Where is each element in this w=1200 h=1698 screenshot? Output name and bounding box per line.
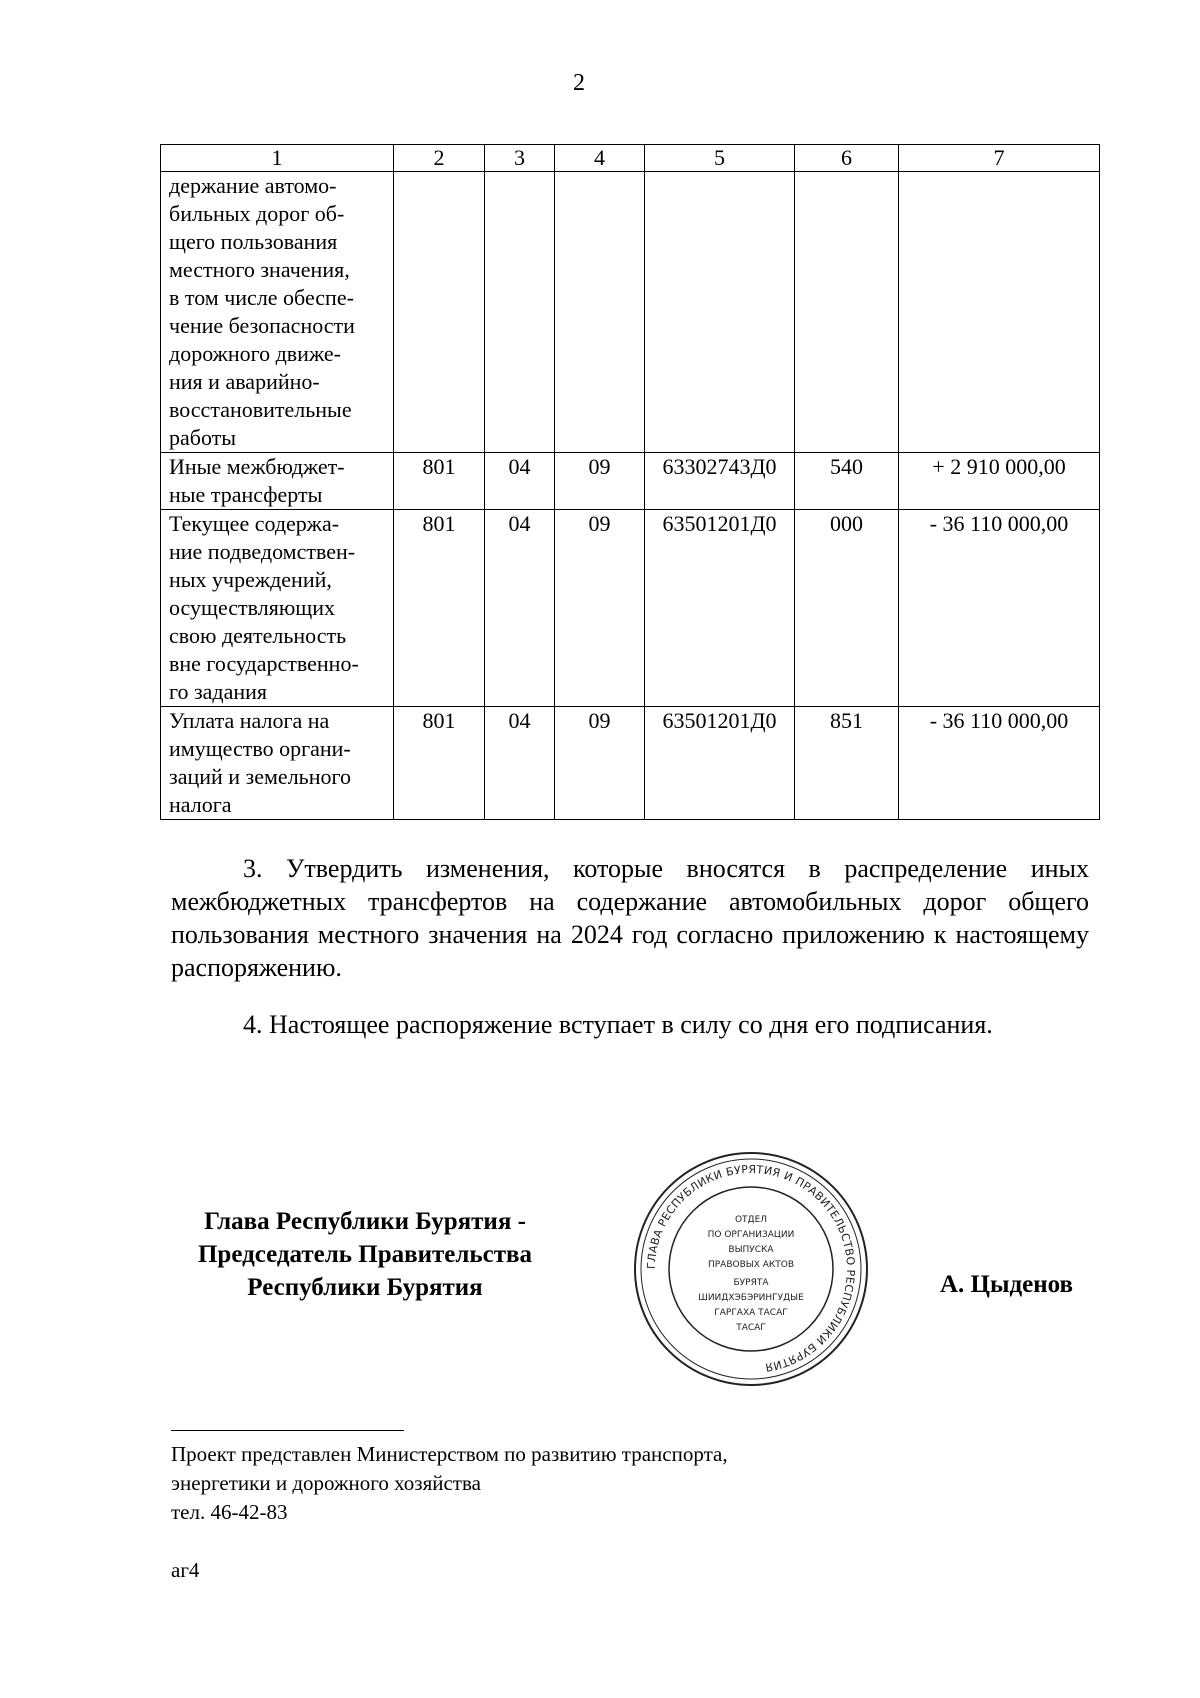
row-cell: 04 (485, 707, 555, 820)
paragraph-4: 4. Настоящее распоряжение вступает в силу со дня его подписания. (243, 1010, 993, 1039)
paragraph-3: 3. Утвердить изменения, которые вносятся в распределение иных межбюджетных трансфертов на содержание автомобильных дорог общего пользования местного значения на 2024 год согласно приложению к настоящему распоряжению. (171, 854, 1089, 982)
table-row (161, 453, 1100, 510)
page-number: 2 (573, 70, 585, 96)
header-cell: 3 (485, 145, 555, 172)
row-cell: 04 (485, 453, 555, 510)
stamp-outer-text: ГЛАВА РЕСПУБЛИКИ БУРЯТИЯ И ПРАВИТЕЛЬСТВО РЕСПУБЛИКИ БУРЯТИЯ (644, 1162, 858, 1374)
row-name-cell: держание автомо- бильных дорог об- щего пользования местного значения, в том числе обеспе- чение безопасности дорожного движе- ния и аварийно- восстановительные работы (161, 172, 394, 453)
footnote-line: тел. 46-42-83 (171, 1500, 288, 1524)
row-cell: 04 (485, 510, 555, 707)
signer-line: Глава Республики Бурятия - (204, 1208, 526, 1235)
stamp-inner-line: БУРЯТА (733, 1278, 769, 1288)
row-cell (645, 172, 795, 453)
budget-changes-table (160, 144, 1100, 820)
signer-name: А. Цыденов (940, 1271, 1074, 1298)
row-cell: + 2 910 000,00 (899, 453, 1100, 510)
table-row (161, 707, 1100, 820)
row-cell: - 36 110 000,00 (899, 707, 1100, 820)
row-cell (555, 172, 645, 453)
footnote-line: Проект представлен Министерством по развитию транспорта, (171, 1442, 728, 1466)
signer-line: Председатель Правительства (197, 1241, 533, 1268)
header-cell: 2 (394, 145, 485, 172)
row-cell: 801 (394, 707, 485, 820)
row-cell: 09 (555, 510, 645, 707)
stamp-inner-line: ШИИДХЭБЭРИНГУДЫЕ (698, 1293, 804, 1303)
stamp-inner-line: ВЫПУСКА (728, 1245, 774, 1255)
table-row (161, 510, 1100, 707)
row-cell: - 36 110 000,00 (899, 510, 1100, 707)
footnote-divider (171, 1430, 404, 1431)
row-cell (394, 172, 485, 453)
row-cell: 63302743Д0 (645, 453, 795, 510)
row-name-cell: Текущее содержа- ние подведомствен- ных учреждений, осуществляющих свою деятельность вне государственно- го задания (161, 510, 394, 707)
footnote-line: энергетики и дорожного хозяйства (171, 1471, 481, 1495)
row-cell (795, 172, 899, 453)
footnote (171, 1440, 728, 1527)
header-cell: 1 (161, 145, 394, 172)
signer-line: Республики Бурятия (247, 1274, 483, 1301)
row-cell: 801 (394, 453, 485, 510)
row-cell: 09 (555, 453, 645, 510)
row-cell: 09 (555, 707, 645, 820)
header-cell: 5 (645, 145, 795, 172)
stamp-inner-line: ТАСАГ (736, 1323, 766, 1333)
row-cell (485, 172, 555, 453)
table-row (161, 172, 1100, 453)
stamp-inner-line: ПРАВОВЫХ АКТОВ (707, 1260, 795, 1270)
row-cell: 000 (795, 510, 899, 707)
header-cell: 4 (555, 145, 645, 172)
header-cell: 6 (795, 145, 899, 172)
document-code: аг4 (171, 1558, 200, 1582)
stamp-inner-line: ОТДЕЛ (734, 1215, 768, 1225)
header-cell: 7 (899, 145, 1100, 172)
row-cell: 63501201Д0 (645, 707, 795, 820)
signer-title (165, 1205, 565, 1304)
row-cell: 63501201Д0 (645, 510, 795, 707)
stamp-inner-line: ПО ОРГАНИЗАЦИИ (707, 1230, 795, 1240)
stamp-inner-line: ГАРГАХА ТАСАГ (714, 1308, 788, 1318)
official-stamp (632, 1150, 870, 1388)
row-cell: 540 (795, 453, 899, 510)
row-cell: 851 (795, 707, 899, 820)
table-header-row (161, 145, 1100, 172)
row-name-cell: Иные межбюджет- ные трансферты (161, 453, 394, 510)
row-cell: 801 (394, 510, 485, 707)
row-name-cell: Уплата налога на имущество органи- заций и земельного налога (161, 707, 394, 820)
row-cell (899, 172, 1100, 453)
